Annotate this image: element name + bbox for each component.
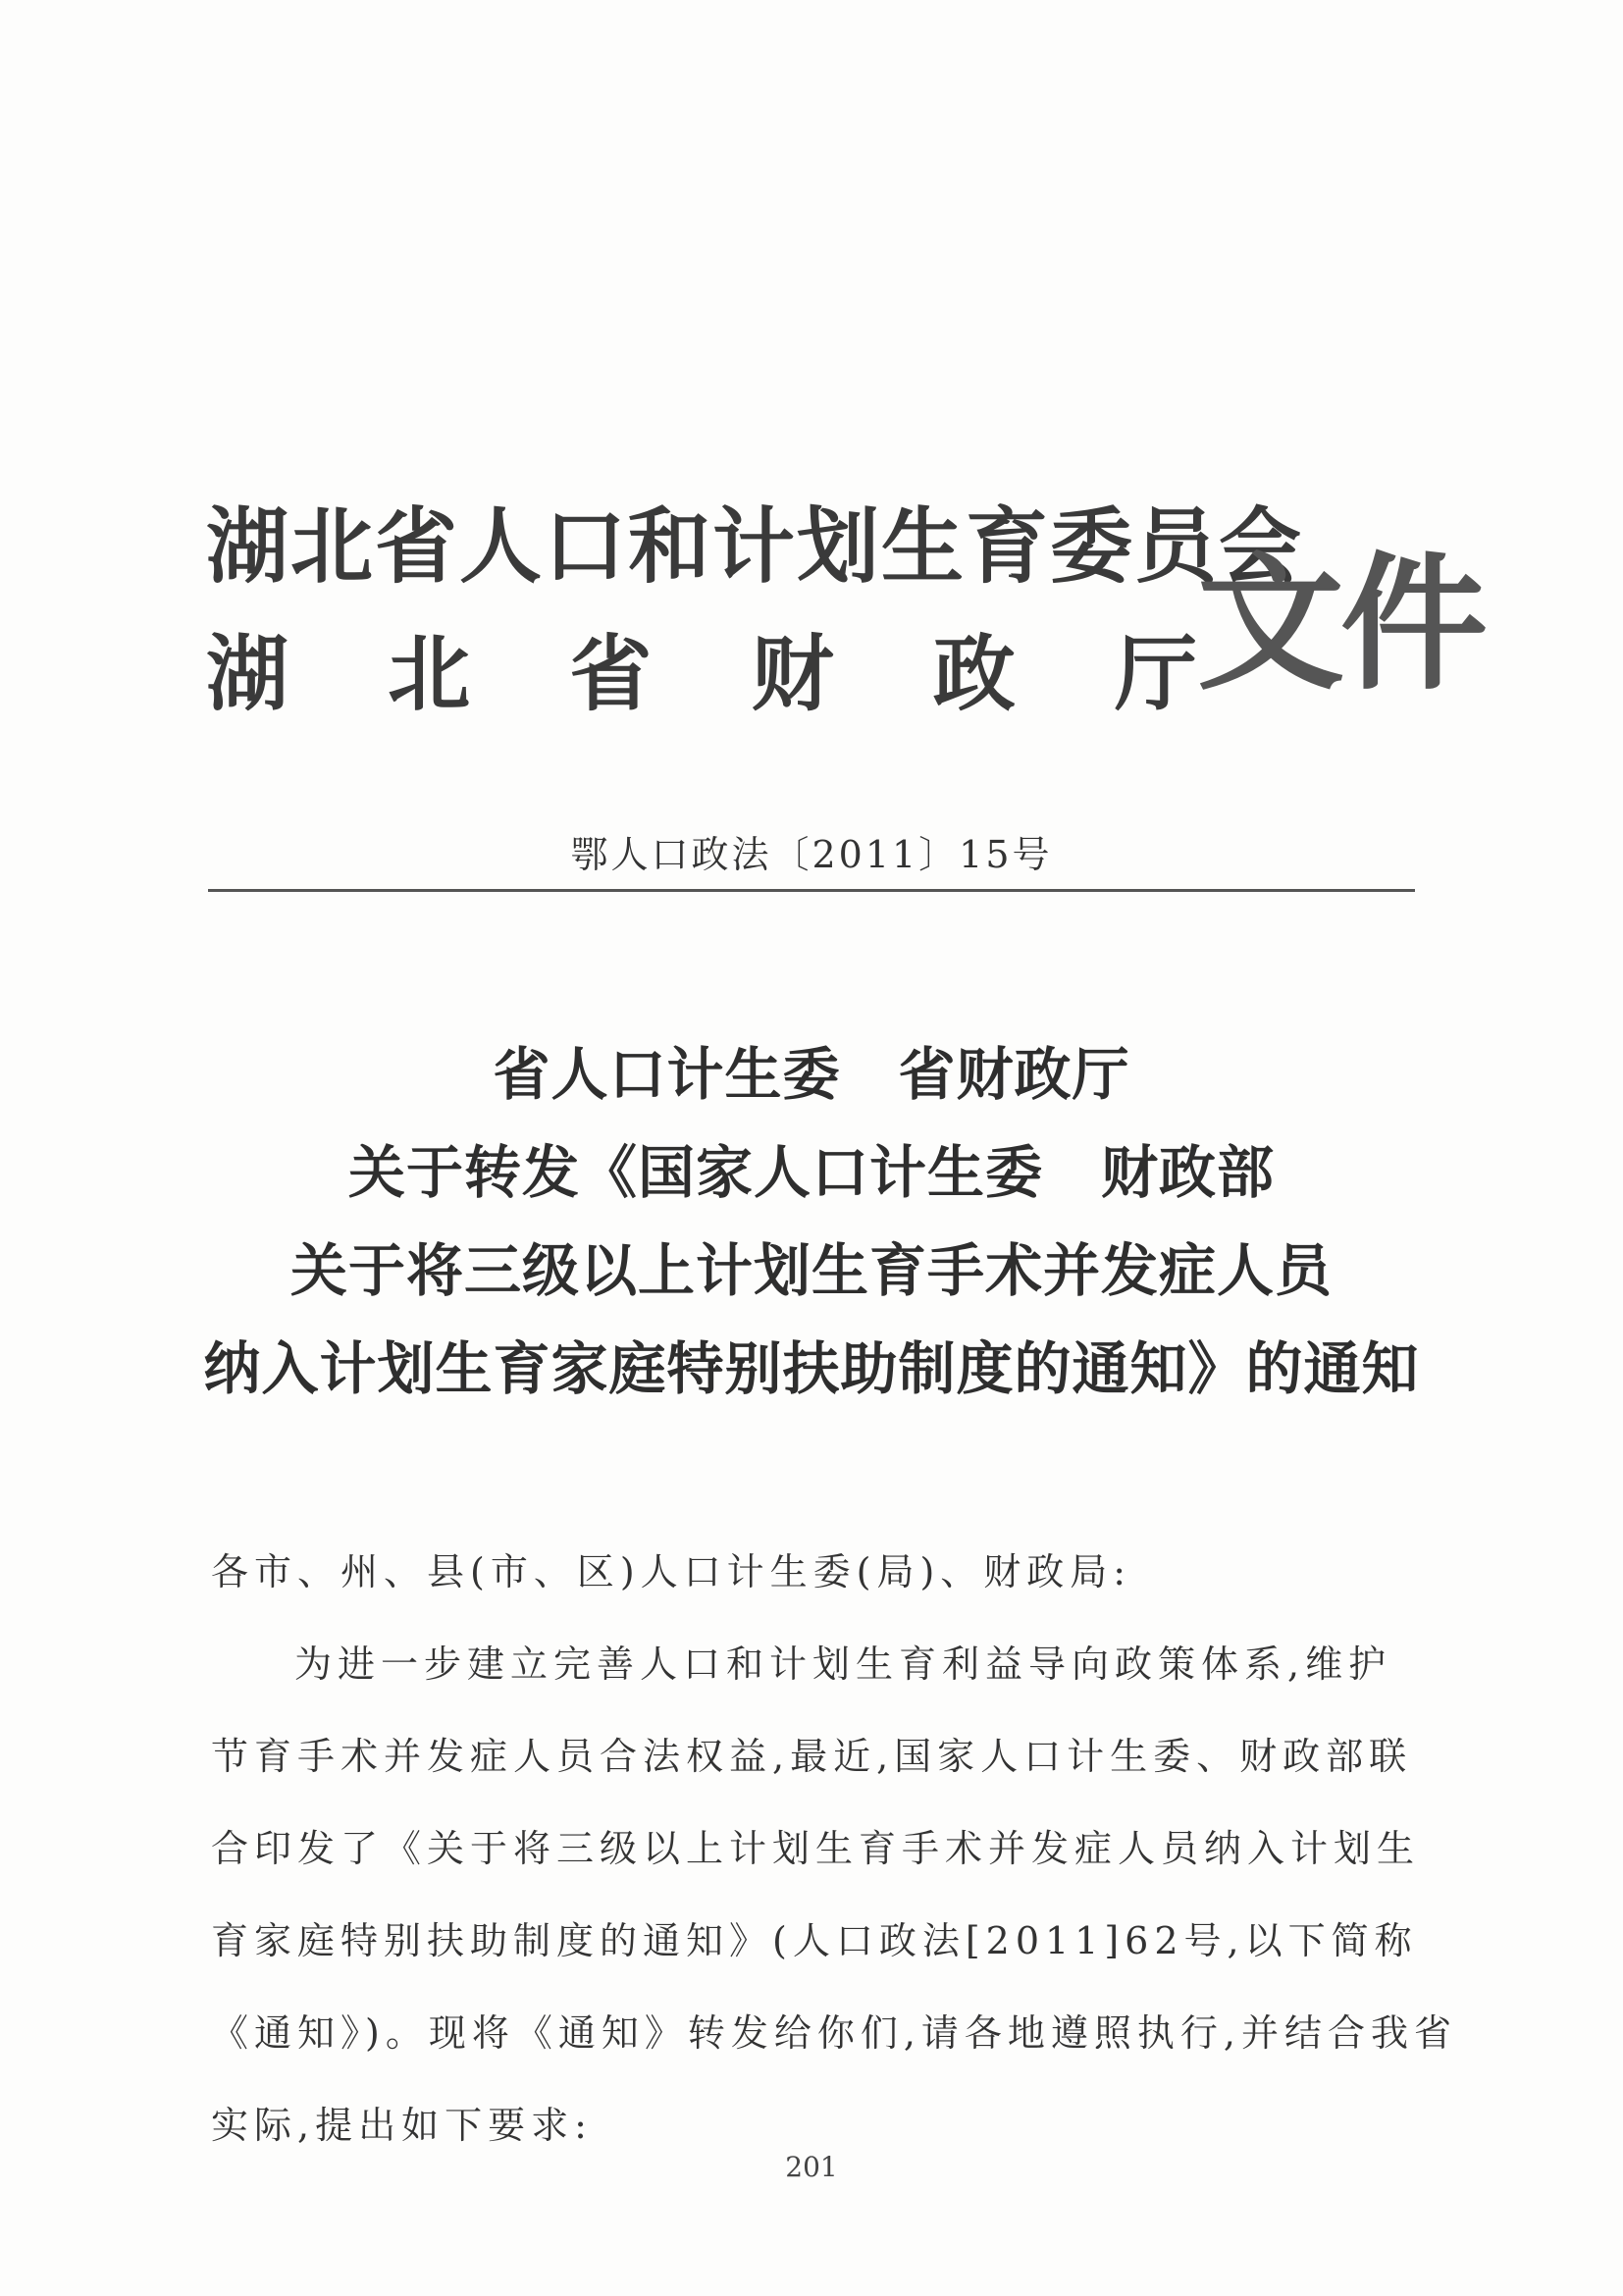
- title-line: 纳入计划生育家庭特别扶助制度的通知》的通知: [203, 1335, 1420, 1402]
- document-header: [206, 471, 1485, 736]
- paragraph-line: 《通知》)。现将《通知》转发给你们,请各地遵照执行,并结合我省: [211, 2011, 1457, 2055]
- salutation: 各市、州、县(市、区)人口计生委(局)、财政局:: [211, 1550, 1132, 1593]
- title-line: 关于转发《国家人口计生委 财政部: [347, 1139, 1275, 1206]
- title-line: 省人口计生委 省财政厅: [493, 1041, 1130, 1108]
- title-line: 关于将三级以上计划生育手术并发症人员: [289, 1237, 1333, 1304]
- paragraph-line: 为进一步建立完善人口和计划生育利益导向政策体系,维护: [294, 1643, 1392, 1686]
- issuer-2-char: 省: [569, 626, 653, 722]
- issuer-line-1: 湖北省人口和计划生育委员会: [206, 498, 1304, 595]
- document-title: [0, 1025, 1623, 1418]
- paragraph-line: 育家庭特别扶助制度的通知》(人口政法[2011]62号,以下简称: [211, 1919, 1418, 1962]
- document-number: 鄂人口政法〔2011〕15号: [570, 833, 1053, 876]
- paragraph-line: 实际,提出如下要求:: [211, 2104, 593, 2147]
- issuer-2-char: 湖: [206, 626, 289, 722]
- issuer-2-char: 北: [388, 626, 471, 722]
- page-number: 201: [785, 2151, 838, 2183]
- issuer-line-2: [206, 608, 1197, 727]
- paragraph-line: 合印发了《关于将三级以上计划生育手术并发症人员纳入计划生: [211, 1827, 1421, 1870]
- document-body: [211, 1526, 1457, 2171]
- document-type-mark: 文件: [1197, 540, 1485, 710]
- issuer-2-char: 财: [751, 626, 834, 722]
- paragraph-line: 节育手术并发症人员合法权益,最近,国家人口计生委、财政部联: [211, 1735, 1413, 1778]
- header-divider: [208, 889, 1415, 892]
- issuer-2-char: 厅: [1114, 626, 1197, 722]
- issuer-2-char: 政: [932, 626, 1016, 722]
